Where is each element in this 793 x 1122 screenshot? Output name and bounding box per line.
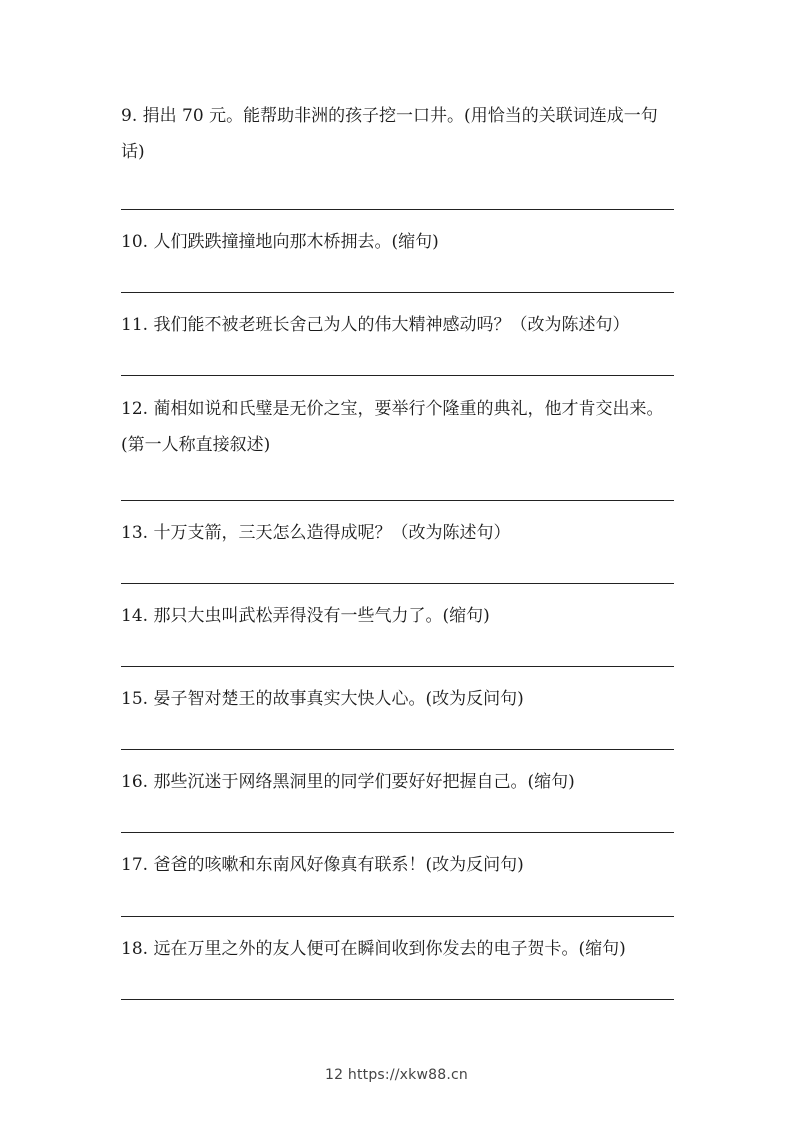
question-12: 12. 蔺相如说和氏璧是无价之宝，要举行个隆重的典礼，他才肯交出来。(第一人称直接叙述) [121,399,664,455]
answer-line-11[interactable] [121,375,674,376]
answer-line-18[interactable] [121,999,674,1000]
question-10: 10. 人们跌跌撞撞地向那木桥拥去。(缩句) [121,232,439,252]
answer-line-14[interactable] [121,666,674,667]
question-18: 18. 远在万里之外的友人便可在瞬间收到你发去的电子贺卡。(缩句) [121,939,626,959]
question-16: 16. 那些沉迷于网络黑洞里的同学们要好好把握自己。(缩句) [121,772,575,792]
answer-line-10[interactable] [121,292,674,293]
answer-line-9[interactable] [121,209,674,210]
question-15: 15. 晏子智对楚王的故事真实大快人心。(改为反问句) [121,689,524,709]
question-13: 13. 十万支箭，三天怎么造得成呢？（改为陈述句） [121,523,511,543]
answer-line-12[interactable] [121,500,674,501]
question-9: 9. 捐出 70 元。能帮助非洲的孩子挖一口井。(用恰当的关联词连成一句话) [121,106,658,162]
page-footer: 12 https://xkw88.cn [325,1067,468,1083]
question-14: 14. 那只大虫叫武松弄得没有一些气力了。(缩句) [121,606,490,626]
answer-line-17[interactable] [121,916,674,917]
question-17: 17. 爸爸的咳嗽和东南风好像真有联系！(改为反问句) [121,855,524,875]
answer-line-13[interactable] [121,583,674,584]
question-11: 11. 我们能不被老班长舍己为人的伟大精神感动吗？（改为陈述句） [121,315,630,335]
answer-line-16[interactable] [121,832,674,833]
answer-line-15[interactable] [121,749,674,750]
